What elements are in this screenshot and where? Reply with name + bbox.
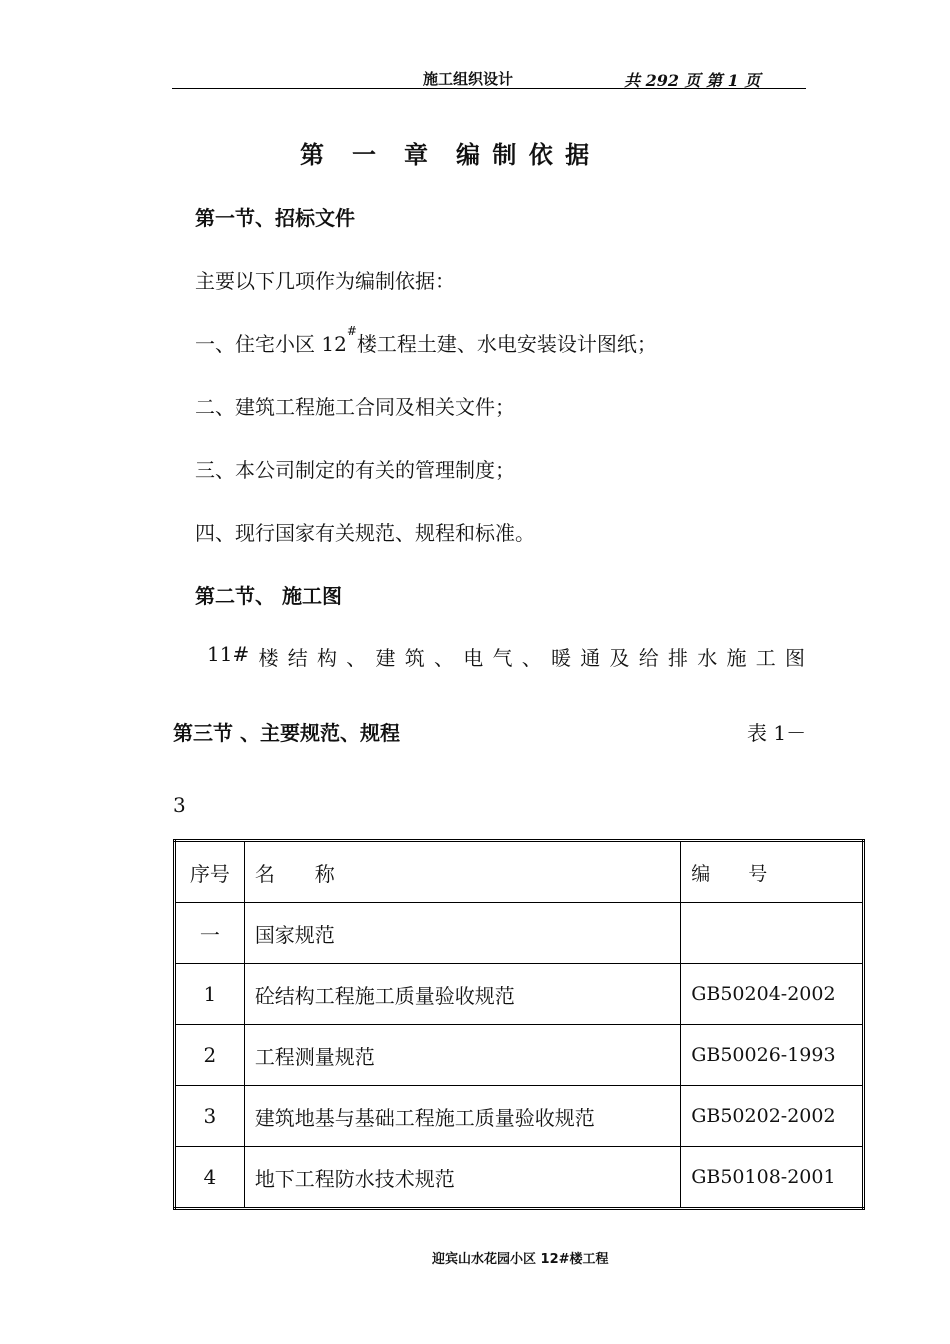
row-number: 一 bbox=[175, 903, 245, 964]
section3-title: 第三节 、主要规范、规程 bbox=[173, 721, 400, 745]
drawings-line-char: 电 bbox=[463, 646, 484, 670]
table-row bbox=[175, 1025, 864, 1086]
drawings-line-char: 通 bbox=[580, 646, 601, 670]
drawings-line-char: 图 bbox=[784, 646, 805, 670]
drawings-line-char: 给 bbox=[638, 646, 659, 670]
header-rule bbox=[172, 88, 806, 89]
basis-item-1 bbox=[195, 324, 657, 357]
basis-item-3: 三、本公司制定的有关的管理制度； bbox=[195, 458, 515, 482]
row-name: 国家规范 bbox=[244, 903, 680, 964]
drawings-line-char: 楼 bbox=[258, 646, 279, 670]
header-page-count: 共 292 页 第 1 页 bbox=[624, 71, 761, 90]
table-reference: 表 1－ bbox=[747, 721, 807, 745]
drawings-line-char: 、 bbox=[346, 646, 367, 670]
table-row bbox=[175, 903, 864, 964]
page-footer: 迎宾山水花园小区 12#楼工程 bbox=[432, 1252, 609, 1267]
section1-title: 第一节、招标文件 bbox=[195, 206, 355, 230]
drawings-line-char: 、 bbox=[433, 646, 454, 670]
row-number: 1 bbox=[175, 964, 245, 1025]
drawings-line-char: 及 bbox=[609, 646, 630, 670]
basis-item-4: 四、现行国家有关规范、规程和标准。 bbox=[195, 521, 535, 545]
header-number: 序号 bbox=[175, 841, 245, 903]
table-reference-continued: 3 bbox=[173, 793, 186, 817]
row-code: GB50204-2002 bbox=[681, 964, 864, 1025]
row-code: GB50026-1993 bbox=[681, 1025, 864, 1086]
drawings-line-char: 11# bbox=[207, 642, 250, 666]
section2-title: 第二节、 施工图 bbox=[195, 584, 342, 608]
drawings-line-char: 暖 bbox=[550, 646, 571, 670]
basis-item-2: 二、建筑工程施工合同及相关文件； bbox=[195, 395, 515, 419]
row-name: 砼结构工程施工质量验收规范 bbox=[244, 964, 680, 1025]
row-name: 地下工程防水技术规范 bbox=[244, 1147, 680, 1209]
basis-item-1-rest: 楼工程土建、水电安装设计图纸； bbox=[356, 332, 657, 356]
standards-table bbox=[173, 839, 865, 1210]
drawings-line-char: 建 bbox=[375, 646, 396, 670]
table-row bbox=[175, 1147, 864, 1209]
header-code: 编 号 bbox=[681, 841, 864, 903]
drawings-line-char: 结 bbox=[287, 646, 308, 670]
row-name: 工程测量规范 bbox=[244, 1025, 680, 1086]
drawings-line-char: 、 bbox=[521, 646, 542, 670]
table-row bbox=[175, 964, 864, 1025]
row-number: 2 bbox=[175, 1025, 245, 1086]
drawings-line-char: 施 bbox=[726, 646, 747, 670]
drawings-line-char: 筑 bbox=[404, 646, 425, 670]
row-code bbox=[681, 903, 864, 964]
drawings-line-char: 水 bbox=[697, 646, 718, 670]
section1-intro: 主要以下几项作为编制依据： bbox=[195, 269, 455, 293]
drawings-line-char: 构 bbox=[316, 646, 337, 670]
chapter-title: 第 一 章 编 制 依 据 bbox=[300, 141, 592, 169]
row-code: GB50202-2002 bbox=[681, 1086, 864, 1147]
drawings-line-char: 排 bbox=[667, 646, 688, 670]
basis-item-1-sup: # bbox=[346, 324, 357, 338]
row-number: 4 bbox=[175, 1147, 245, 1209]
basis-item-1-prefix: 一、住宅小区 12 bbox=[195, 332, 347, 356]
row-number: 3 bbox=[175, 1086, 245, 1147]
drawings-line bbox=[207, 642, 805, 671]
table-header-row bbox=[175, 841, 864, 903]
header-title: 施工组织设计 bbox=[423, 70, 514, 88]
row-name: 建筑地基与基础工程施工质量验收规范 bbox=[244, 1086, 680, 1147]
table-row bbox=[175, 1086, 864, 1147]
drawings-line-char: 气 bbox=[492, 646, 513, 670]
drawings-line-char: 工 bbox=[755, 646, 776, 670]
header-name: 名 称 bbox=[244, 841, 680, 903]
row-code: GB50108-2001 bbox=[681, 1147, 864, 1209]
